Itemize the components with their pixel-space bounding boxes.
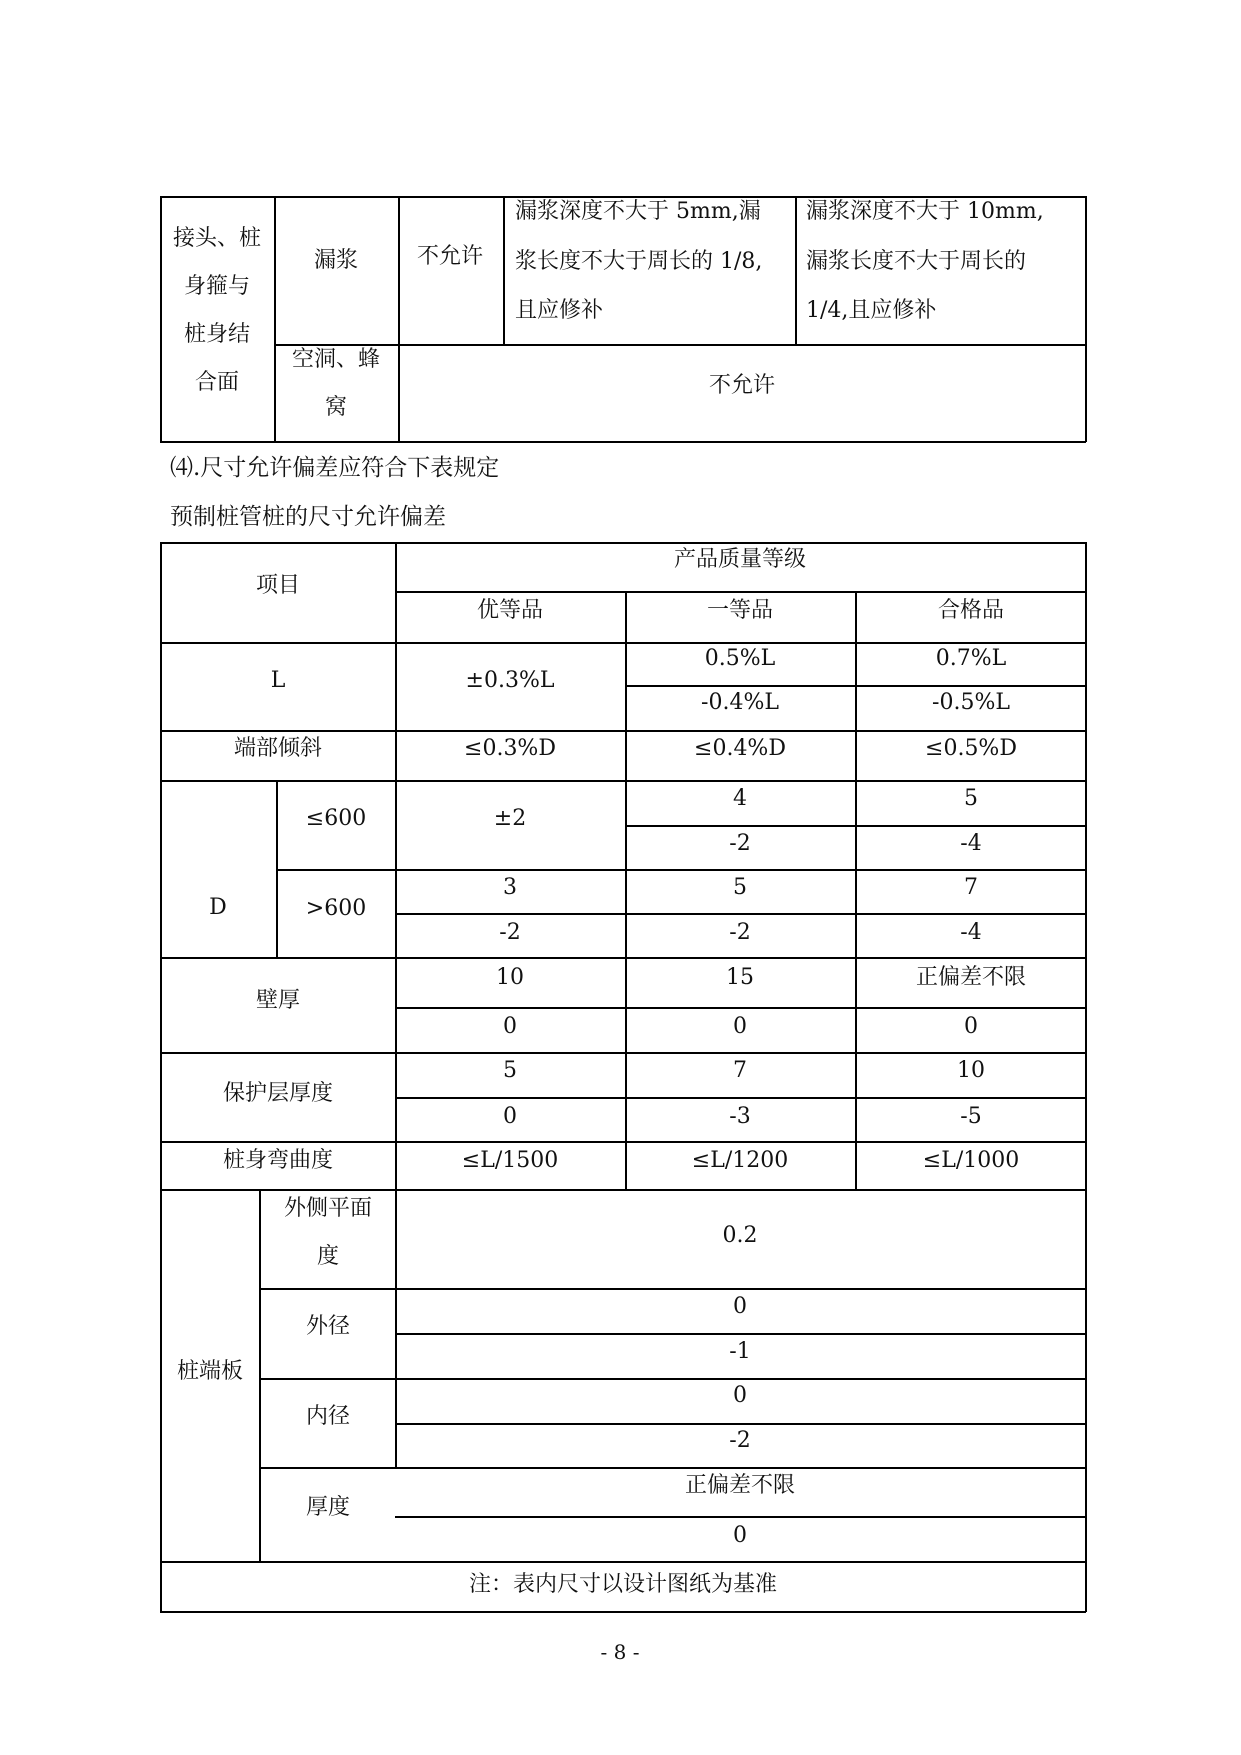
leak-grade2-line2: 浆长度不大于周长的 1/8,: [515, 249, 763, 274]
joint-label-line4: 合面: [194, 370, 240, 395]
row-D-gt600-g3-lower: -4: [960, 920, 982, 945]
leak-grade2-line3: 且应修补: [515, 298, 604, 323]
row-L-g2-upper: 0.5%L: [704, 646, 776, 671]
row-D-le600-g1: ±2: [493, 806, 527, 831]
page-number: - 8 -: [600, 1640, 640, 1664]
row-L-g3-upper: 0.7%L: [935, 646, 1007, 671]
leak-grade1: 不允许: [416, 244, 484, 269]
row-end-tilt-g3: ≤0.5%D: [925, 736, 1017, 761]
row-D-le600-g3-lower: -4: [960, 831, 982, 856]
leak-label: 漏浆: [313, 248, 359, 273]
leak-grade3-line2: 漏浆长度不大于周长的: [806, 249, 1027, 274]
row-D-gt600-g1-upper: 3: [503, 875, 517, 900]
plate-thick-label: 厚度: [305, 1495, 351, 1520]
row-bend-g3: ≤L/1000: [922, 1148, 1020, 1173]
void-label-line1: 空洞、蜂: [291, 347, 381, 372]
joint-label-line1: 接头、桩: [172, 226, 262, 251]
row-L-g2-lower: -0.4%L: [701, 690, 779, 715]
joint-label-line2: 身箍与: [183, 274, 251, 299]
row-D-gt600-g2-lower: -2: [729, 920, 751, 945]
header-grade-first: 一等品: [706, 598, 774, 623]
row-wall-g1-upper: 10: [496, 965, 524, 990]
row-cover-label: 保护层厚度: [222, 1081, 334, 1106]
row-cover-g2-upper: 7: [733, 1058, 747, 1083]
row-D-le600-g2-upper: 4: [733, 786, 747, 811]
plate-inner-upper: 0: [733, 1383, 747, 1408]
row-cover-g3-lower: -5: [960, 1104, 982, 1129]
row-end-tilt-g2: ≤0.4%D: [694, 736, 786, 761]
row-wall-label: 壁厚: [255, 988, 301, 1013]
section-heading: ⑷.尺寸允许偏差应符合下表规定: [170, 455, 500, 481]
plate-thick-lower: 0: [733, 1523, 747, 1548]
row-wall-g1-lower: 0: [503, 1014, 517, 1039]
row-D-gt600-g2-upper: 5: [733, 875, 747, 900]
row-D-le600-label: ≤600: [305, 806, 367, 831]
leak-grade3-line3: 1/4,且应修补: [806, 298, 937, 323]
row-L-g3-lower: -0.5%L: [932, 690, 1010, 715]
void-label-line2: 窝: [324, 395, 348, 420]
plate-outer-upper: 0: [733, 1294, 747, 1319]
row-L-g1: ±0.3%L: [465, 668, 555, 693]
row-D-label: D: [209, 895, 227, 920]
row-bend-g2: ≤L/1200: [691, 1148, 789, 1173]
plate-inner-label: 内径: [305, 1404, 351, 1429]
plate-thick-upper: 正偏差不限: [684, 1473, 796, 1498]
row-end-tilt-label: 端部倾斜: [233, 736, 323, 761]
header-grade-qualified: 合格品: [937, 598, 1005, 623]
void-value: 不允许: [708, 373, 776, 398]
row-wall-g3-lower: 0: [964, 1014, 978, 1039]
leak-grade2-line1: 漏浆深度不大于 5mm,漏: [515, 199, 761, 224]
row-wall-g3-upper: 正偏差不限: [915, 965, 1027, 990]
plate-inner-lower: -2: [729, 1428, 751, 1453]
plate-flatness-label-line1: 外侧平面: [283, 1196, 373, 1221]
table-caption: 预制桩管桩的尺寸允许偏差: [170, 504, 446, 530]
joint-label-line3: 桩身结: [183, 322, 251, 347]
table-note: 注：表内尺寸以设计图纸为基准: [468, 1572, 778, 1597]
row-bend-g1: ≤L/1500: [461, 1148, 559, 1173]
row-D-gt600-g3-upper: 7: [964, 875, 978, 900]
plate-flatness-label-line2: 度: [316, 1244, 340, 1269]
row-D-le600-g3-upper: 5: [964, 786, 978, 811]
row-cover-g1-upper: 5: [503, 1058, 517, 1083]
plate-flatness-value: 0.2: [722, 1223, 758, 1248]
header-item: 项目: [255, 573, 301, 598]
row-D-le600-g2-lower: -2: [729, 831, 751, 856]
row-D-gt600-label: >600: [305, 896, 367, 921]
row-wall-g2-upper: 15: [726, 965, 754, 990]
row-cover-g1-lower: 0: [503, 1104, 517, 1129]
row-cover-g2-lower: -3: [729, 1104, 751, 1129]
row-cover-g3-upper: 10: [957, 1058, 985, 1083]
header-quality-grade: 产品质量等级: [673, 547, 807, 572]
plate-outer-lower: -1: [729, 1339, 751, 1364]
row-plate-label: 桩端板: [176, 1359, 244, 1384]
row-wall-g2-lower: 0: [733, 1014, 747, 1039]
row-D-gt600-g1-lower: -2: [499, 920, 521, 945]
header-grade-premium: 优等品: [476, 598, 544, 623]
row-L-label: L: [270, 668, 286, 693]
plate-outer-label: 外径: [305, 1314, 351, 1339]
row-end-tilt-g1: ≤0.3%D: [464, 736, 556, 761]
leak-grade3-line1: 漏浆深度不大于 10mm,: [806, 199, 1044, 224]
row-bend-label: 桩身弯曲度: [222, 1148, 334, 1173]
